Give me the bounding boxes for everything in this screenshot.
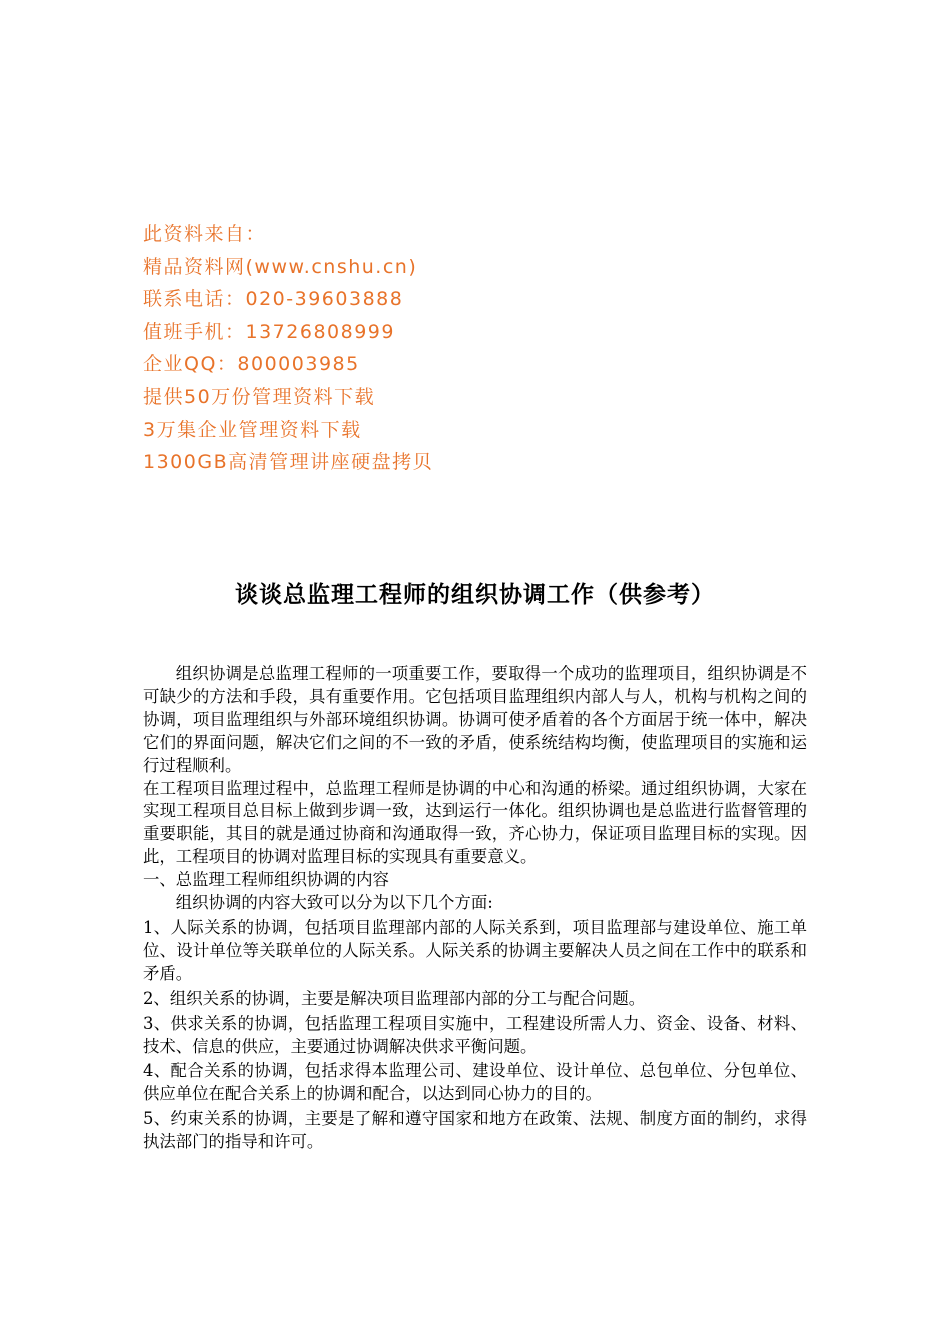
list-item-supply: 3、供求关系的协调，包括监理工程项目实施中，工程建设所需人力、资金、设备、材料、技术、信息的供应，主要通过协调解决供求平衡问题。 — [143, 1013, 807, 1056]
promo-block — [143, 218, 663, 479]
promo-disk-line: 1300GB高清管理讲座硬盘拷贝 — [143, 451, 434, 474]
promo-video-line: 3万集企业管理资料下载 — [143, 418, 362, 441]
promo-source-line: 此资料来自： — [143, 223, 267, 245]
article-body — [143, 663, 807, 1154]
list-item-constraint: 5、约束关系的协调，主要是了解和遵守国家和地方在政策、法规、制度方面的制约，求得执法部门的指导和许可。 — [143, 1109, 807, 1152]
promo-offer-line: 提供50万份管理资料下载 — [143, 385, 376, 408]
promo-mobile-line: 值班手机：13726808999 — [143, 320, 395, 343]
article-title: 谈谈总监理工程师的组织协调工作（供参考） — [235, 581, 715, 608]
list-item-cooperation: 4、配合关系的协调，包括求得本监理公司、建设单位、设计单位、总包单位、分包单位、供应单位在配合关系上的协调和配合，以达到同心协力的目的。 — [143, 1061, 807, 1104]
paragraph-aspects: 组织协调的内容大致可以分为以下几个方面: — [175, 893, 493, 913]
list-item-organizational: 2、组织关系的协调，主要是解决项目监理部内部的分工与配合问题。 — [143, 988, 646, 1008]
promo-phone-line: 联系电话：020-39603888 — [143, 288, 404, 311]
promo-qq-line: 企业QQ：800003985 — [143, 353, 360, 376]
section-heading: 一、总监理工程师组织协调的内容 — [143, 870, 389, 890]
paragraph-role: 在工程项目监理过程中，总监理工程师是协调的中心和沟通的桥梁。通过组织协调，大家在实现工程项目总目标上做到步调一致，达到运行一体化。组织协调也是总监进行监督管理的重要职能，其目的就是通过协商和沟通取得一致，齐心协力，保证项目监理目标的实现。因此，工程项目的协调对监理目标的实现具有重要意义。 — [143, 778, 807, 867]
list-item-interpersonal: 1、人际关系的协调，包括项目监理部内部的人际关系到，项目监理部与建设单位、施工单位、设计单位等关联单位的人际关系。人际关系的协调主要解决人员之间在工作中的联系和矛盾。 — [143, 917, 807, 983]
paragraph-intro: 组织协调是总监理工程师的一项重要工作，要取得一个成功的监理项目，组织协调是不可缺少的方法和手段，具有重要作用。它包括项目监理组织内部人与人，机构与机构之间的协调，项目监理组织与外部环境组织协调。协调可使矛盾着的各个方面居于统一体中，解决它们的界面问题，解决它们之间的不一致的矛盾，使系统结构均衡，使监理项目的实施和运行过程顺利。 — [143, 664, 807, 775]
promo-website-line: 精品资料网(www.cnshu.cn) — [143, 255, 418, 278]
